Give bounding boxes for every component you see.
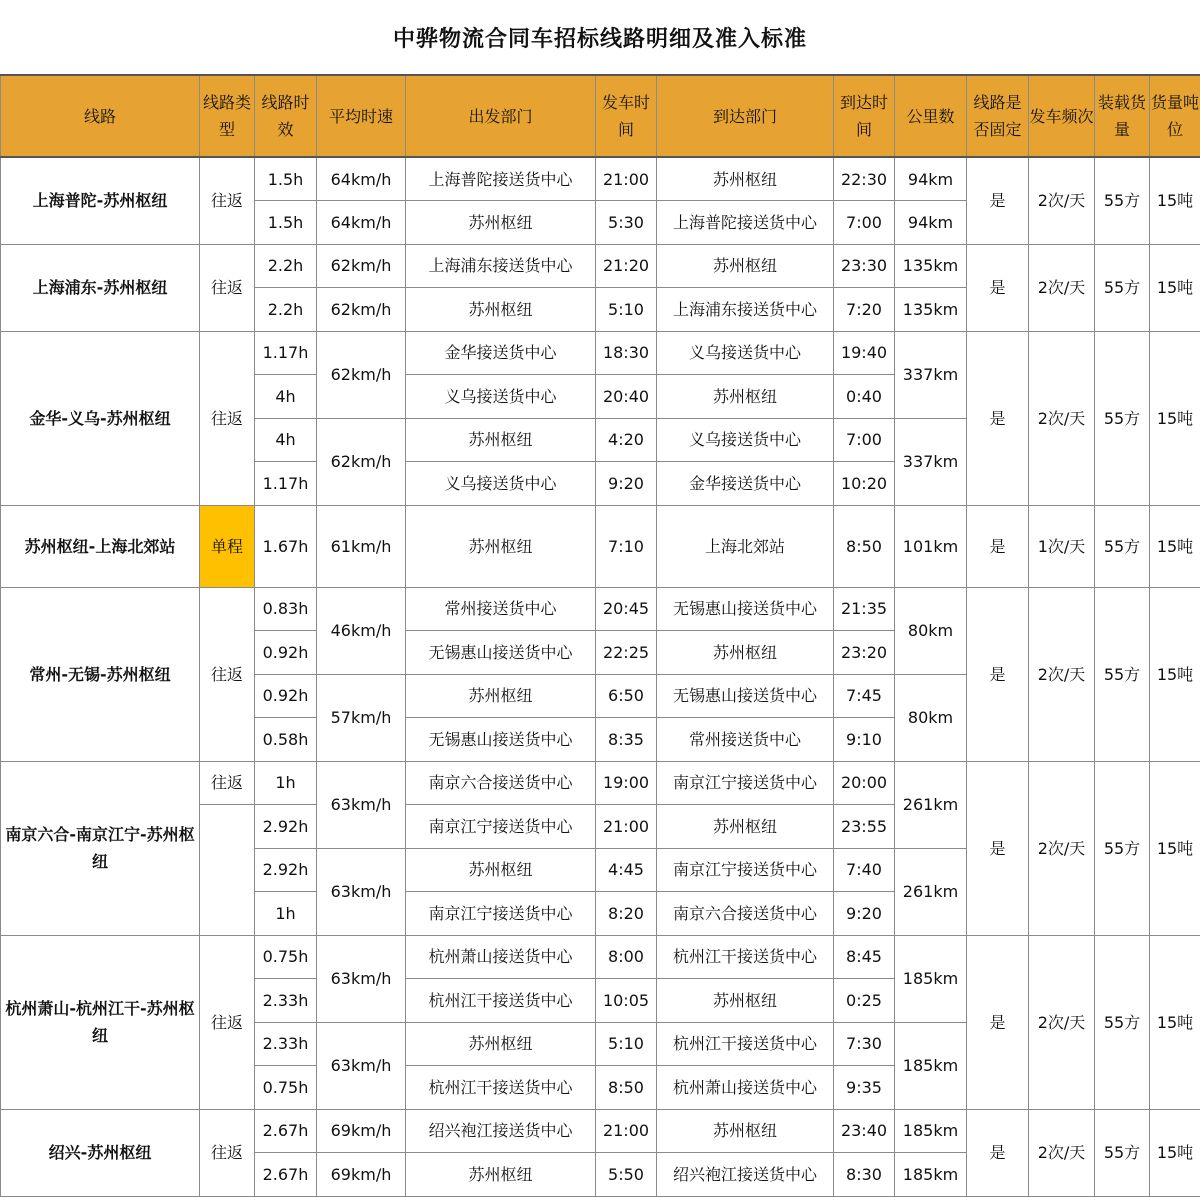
leg-duration: 0.75h: [255, 935, 317, 979]
leg-depart: 18:30: [596, 331, 657, 375]
leg-speed: 69km/h: [317, 1109, 406, 1153]
leg-to: 苏州枢纽: [657, 244, 834, 288]
leg-from: 苏州枢纽: [406, 1153, 596, 1197]
route-frequency: 2次/天: [1029, 935, 1095, 1109]
leg-speed: 61km/h: [317, 505, 406, 587]
leg-depart: 21:20: [596, 244, 657, 288]
leg-to: 常州接送货中心: [657, 718, 834, 762]
route-volume: 55方: [1095, 761, 1150, 935]
leg-duration: 1.17h: [255, 462, 317, 506]
route-tonnage: 15吨: [1150, 505, 1200, 587]
route-name: 苏州枢纽-上海北郊站: [1, 505, 200, 587]
header-row: [1, 75, 1200, 157]
leg-arrive: 23:40: [834, 1109, 895, 1153]
leg-depart: 21:00: [596, 805, 657, 849]
leg-duration: 2.92h: [255, 848, 317, 892]
route-frequency: 2次/天: [1029, 587, 1095, 761]
header-to: 到达部门: [657, 75, 834, 157]
header-from: 出发部门: [406, 75, 596, 157]
leg-duration: 4h: [255, 375, 317, 419]
leg-depart: 6:50: [596, 674, 657, 718]
route-volume: 55方: [1095, 157, 1150, 244]
leg-duration: 0.75h: [255, 1066, 317, 1110]
route-name: 绍兴-苏州枢纽: [1, 1109, 200, 1196]
leg-distance: 94km: [895, 157, 967, 201]
leg-to: 苏州枢纽: [657, 375, 834, 419]
route-fixed: 是: [967, 587, 1029, 761]
route-type: 往返: [200, 587, 255, 761]
leg-speed: 64km/h: [317, 157, 406, 201]
leg-duration: 1h: [255, 761, 317, 805]
leg-to: 杭州江干接送货中心: [657, 1022, 834, 1066]
route-type: 往返: [200, 761, 255, 805]
header-depart: 发车时间: [596, 75, 657, 157]
leg-to: 苏州枢纽: [657, 631, 834, 675]
leg-arrive: 7:00: [834, 418, 895, 462]
leg-from: 常州接送货中心: [406, 587, 596, 631]
leg-depart: 4:45: [596, 848, 657, 892]
leg-arrive: 23:30: [834, 244, 895, 288]
leg-to: 金华接送货中心: [657, 462, 834, 506]
leg-from: 杭州萧山接送货中心: [406, 935, 596, 979]
page-title: 中骅物流合同车招标线路明细及准入标准: [0, 0, 1200, 74]
route-fixed: 是: [967, 1109, 1029, 1196]
route-frequency: 2次/天: [1029, 331, 1095, 505]
leg-arrive: 10:20: [834, 462, 895, 506]
route-frequency: 2次/天: [1029, 761, 1095, 935]
leg-from: 金华接送货中心: [406, 331, 596, 375]
leg-arrive: 23:55: [834, 805, 895, 849]
table-row: [1, 505, 1200, 587]
leg-arrive: 20:00: [834, 761, 895, 805]
leg-to: 绍兴袍江接送货中心: [657, 1153, 834, 1197]
header-route: 线路: [1, 75, 200, 157]
table-row: [1, 244, 1200, 288]
leg-distance: 337km: [895, 331, 967, 418]
leg-to: 苏州枢纽: [657, 157, 834, 201]
leg-arrive: 9:20: [834, 892, 895, 936]
leg-arrive: 0:25: [834, 979, 895, 1023]
leg-speed: 63km/h: [317, 1022, 406, 1109]
leg-speed: 62km/h: [317, 331, 406, 418]
leg-duration: 1.17h: [255, 331, 317, 375]
table-row: [1, 331, 1200, 375]
leg-arrive: 7:30: [834, 1022, 895, 1066]
table-row: [1, 935, 1200, 979]
leg-distance: 261km: [895, 848, 967, 935]
leg-from: 苏州枢纽: [406, 505, 596, 587]
route-name: 常州-无锡-苏州枢纽: [1, 587, 200, 761]
leg-depart: 8:35: [596, 718, 657, 762]
route-type: 往返: [200, 935, 255, 1109]
leg-speed: 63km/h: [317, 848, 406, 935]
header-fixed: 线路是否固定: [967, 75, 1029, 157]
route-fixed: 是: [967, 935, 1029, 1109]
leg-depart: 20:40: [596, 375, 657, 419]
leg-from: 义乌接送货中心: [406, 462, 596, 506]
leg-from: 上海普陀接送货中心: [406, 157, 596, 201]
leg-distance: 185km: [895, 1022, 967, 1109]
leg-to: 杭州萧山接送货中心: [657, 1066, 834, 1110]
leg-duration: 4h: [255, 418, 317, 462]
leg-duration: 0.92h: [255, 674, 317, 718]
route-tonnage: 15吨: [1150, 331, 1200, 505]
leg-depart: 5:10: [596, 1022, 657, 1066]
leg-to: 上海普陀接送货中心: [657, 201, 834, 245]
route-type: 往返: [200, 244, 255, 331]
leg-from: 南京江宁接送货中心: [406, 892, 596, 936]
leg-distance: 185km: [895, 1109, 967, 1153]
route-fixed: 是: [967, 157, 1029, 244]
header-distance: 公里数: [895, 75, 967, 157]
leg-from: 苏州枢纽: [406, 288, 596, 332]
table-row: [1, 761, 1200, 805]
leg-duration: 2.2h: [255, 288, 317, 332]
route-fixed: 是: [967, 244, 1029, 331]
route-tonnage: 15吨: [1150, 761, 1200, 935]
leg-depart: 8:20: [596, 892, 657, 936]
leg-arrive: 7:40: [834, 848, 895, 892]
leg-distance: 185km: [895, 935, 967, 1022]
route-frequency: 2次/天: [1029, 1109, 1095, 1196]
route-fixed: 是: [967, 505, 1029, 587]
route-frequency: 1次/天: [1029, 505, 1095, 587]
leg-speed: 64km/h: [317, 201, 406, 245]
leg-depart: 5:50: [596, 1153, 657, 1197]
leg-speed: 63km/h: [317, 935, 406, 1022]
route-type: 单程: [200, 505, 255, 587]
route-volume: 55方: [1095, 935, 1150, 1109]
leg-arrive: 7:20: [834, 288, 895, 332]
leg-to: 上海北郊站: [657, 505, 834, 587]
route-name: 杭州萧山-杭州江干-苏州枢纽: [1, 935, 200, 1109]
leg-speed: 46km/h: [317, 587, 406, 674]
route-table: [0, 74, 1200, 1197]
route-type-empty: [200, 805, 255, 936]
leg-speed: 69km/h: [317, 1153, 406, 1197]
leg-from: 上海浦东接送货中心: [406, 244, 596, 288]
leg-distance: 80km: [895, 674, 967, 761]
leg-duration: 2.92h: [255, 805, 317, 849]
leg-arrive: 7:00: [834, 201, 895, 245]
leg-depart: 5:10: [596, 288, 657, 332]
leg-duration: 1.67h: [255, 505, 317, 587]
leg-depart: 5:30: [596, 201, 657, 245]
leg-speed: 57km/h: [317, 674, 406, 761]
header-volume: 装载货量: [1095, 75, 1150, 157]
leg-arrive: 19:40: [834, 331, 895, 375]
leg-to: 南京江宁接送货中心: [657, 848, 834, 892]
route-tonnage: 15吨: [1150, 1109, 1200, 1196]
leg-from: 绍兴袍江接送货中心: [406, 1109, 596, 1153]
leg-from: 苏州枢纽: [406, 674, 596, 718]
leg-speed: 63km/h: [317, 761, 406, 848]
leg-from: 南京六合接送货中心: [406, 761, 596, 805]
leg-from: 苏州枢纽: [406, 418, 596, 462]
leg-speed: 62km/h: [317, 418, 406, 505]
leg-arrive: 0:40: [834, 375, 895, 419]
leg-to: 南京江宁接送货中心: [657, 761, 834, 805]
leg-duration: 0.58h: [255, 718, 317, 762]
route-fixed: 是: [967, 331, 1029, 505]
route-volume: 55方: [1095, 505, 1150, 587]
leg-duration: 1h: [255, 892, 317, 936]
route-tonnage: 15吨: [1150, 157, 1200, 244]
leg-arrive: 21:35: [834, 587, 895, 631]
header-speed: 平均时速: [317, 75, 406, 157]
leg-from: 无锡惠山接送货中心: [406, 631, 596, 675]
leg-to: 苏州枢纽: [657, 1109, 834, 1153]
leg-arrive: 8:50: [834, 505, 895, 587]
route-type: 往返: [200, 1109, 255, 1196]
leg-depart: 20:45: [596, 587, 657, 631]
leg-speed: 62km/h: [317, 244, 406, 288]
leg-from: 苏州枢纽: [406, 201, 596, 245]
leg-speed: 62km/h: [317, 288, 406, 332]
leg-depart: 7:10: [596, 505, 657, 587]
leg-to: 苏州枢纽: [657, 805, 834, 849]
header-type: 线路类型: [200, 75, 255, 157]
leg-to: 杭州江干接送货中心: [657, 935, 834, 979]
leg-from: 杭州江干接送货中心: [406, 979, 596, 1023]
leg-duration: 1.5h: [255, 201, 317, 245]
header-duration: 线路时效: [255, 75, 317, 157]
leg-from: 无锡惠山接送货中心: [406, 718, 596, 762]
leg-to: 义乌接送货中心: [657, 331, 834, 375]
leg-depart: 22:25: [596, 631, 657, 675]
route-frequency: 2次/天: [1029, 157, 1095, 244]
route-type: 往返: [200, 331, 255, 505]
route-tonnage: 15吨: [1150, 587, 1200, 761]
leg-depart: 10:05: [596, 979, 657, 1023]
route-frequency: 2次/天: [1029, 244, 1095, 331]
route-volume: 55方: [1095, 587, 1150, 761]
leg-depart: 8:00: [596, 935, 657, 979]
route-tonnage: 15吨: [1150, 244, 1200, 331]
leg-distance: 94km: [895, 201, 967, 245]
header-arrive: 到达时间: [834, 75, 895, 157]
route-fixed: 是: [967, 761, 1029, 935]
leg-from: 南京江宁接送货中心: [406, 805, 596, 849]
table-row: [1, 1109, 1200, 1153]
leg-to: 无锡惠山接送货中心: [657, 674, 834, 718]
leg-duration: 2.33h: [255, 1022, 317, 1066]
leg-to: 南京六合接送货中心: [657, 892, 834, 936]
leg-arrive: 9:35: [834, 1066, 895, 1110]
leg-duration: 2.2h: [255, 244, 317, 288]
leg-distance: 101km: [895, 505, 967, 587]
leg-duration: 1.5h: [255, 157, 317, 201]
leg-to: 苏州枢纽: [657, 979, 834, 1023]
leg-depart: 4:20: [596, 418, 657, 462]
leg-distance: 261km: [895, 761, 967, 848]
route-type: 往返: [200, 157, 255, 244]
leg-duration: 2.33h: [255, 979, 317, 1023]
leg-to: 无锡惠山接送货中心: [657, 587, 834, 631]
leg-from: 义乌接送货中心: [406, 375, 596, 419]
leg-duration: 0.83h: [255, 587, 317, 631]
leg-duration: 2.67h: [255, 1153, 317, 1197]
leg-duration: 2.67h: [255, 1109, 317, 1153]
table-row: [1, 587, 1200, 631]
route-tonnage: 15吨: [1150, 935, 1200, 1109]
route-volume: 55方: [1095, 1109, 1150, 1196]
leg-distance: 135km: [895, 244, 967, 288]
leg-distance: 135km: [895, 288, 967, 332]
leg-distance: 80km: [895, 587, 967, 674]
leg-distance: 185km: [895, 1153, 967, 1197]
leg-from: 苏州枢纽: [406, 1022, 596, 1066]
route-volume: 55方: [1095, 244, 1150, 331]
leg-to: 义乌接送货中心: [657, 418, 834, 462]
leg-depart: 21:00: [596, 157, 657, 201]
leg-arrive: 22:30: [834, 157, 895, 201]
route-name: 上海普陀-苏州枢纽: [1, 157, 200, 244]
leg-arrive: 7:45: [834, 674, 895, 718]
leg-depart: 9:20: [596, 462, 657, 506]
route-name: 上海浦东-苏州枢纽: [1, 244, 200, 331]
header-frequency: 发车频次: [1029, 75, 1095, 157]
leg-depart: 8:50: [596, 1066, 657, 1110]
leg-distance: 337km: [895, 418, 967, 505]
leg-arrive: 9:10: [834, 718, 895, 762]
leg-to: 上海浦东接送货中心: [657, 288, 834, 332]
table-row: [1, 157, 1200, 201]
header-tonnage: 货量吨位: [1150, 75, 1200, 157]
leg-arrive: 23:20: [834, 631, 895, 675]
leg-arrive: 8:30: [834, 1153, 895, 1197]
leg-from: 杭州江干接送货中心: [406, 1066, 596, 1110]
leg-from: 苏州枢纽: [406, 848, 596, 892]
leg-duration: 0.92h: [255, 631, 317, 675]
leg-depart: 19:00: [596, 761, 657, 805]
route-name: 南京六合-南京江宁-苏州枢纽: [1, 761, 200, 935]
route-name: 金华-义乌-苏州枢纽: [1, 331, 200, 505]
leg-arrive: 8:45: [834, 935, 895, 979]
leg-depart: 21:00: [596, 1109, 657, 1153]
route-volume: 55方: [1095, 331, 1150, 505]
